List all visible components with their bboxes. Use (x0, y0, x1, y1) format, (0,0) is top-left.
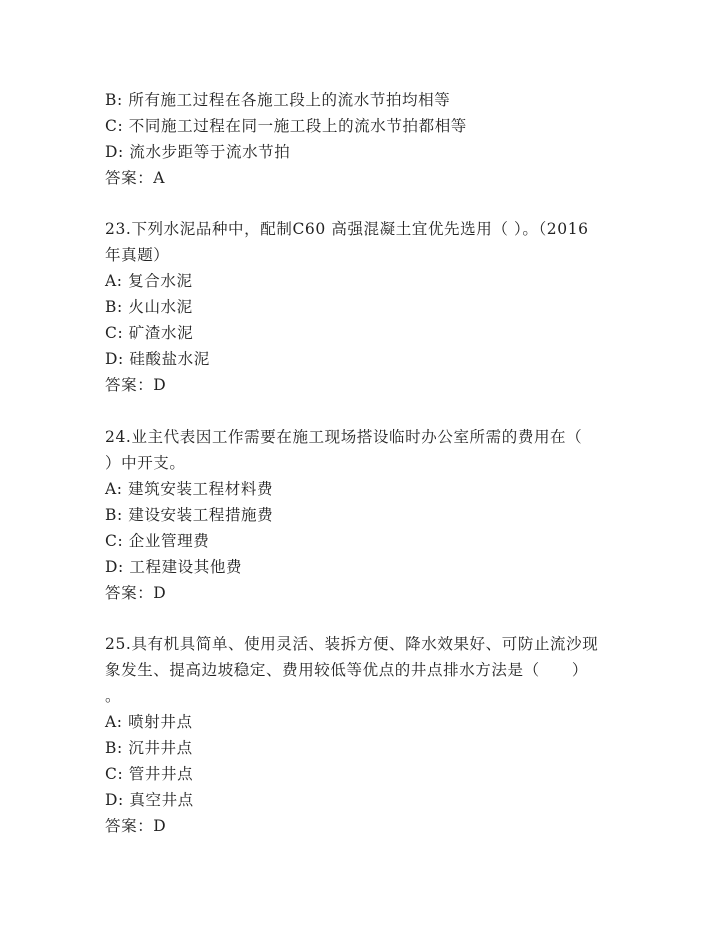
question-stem: 。 (105, 687, 122, 705)
option-b: B: 所有施工过程在各施工段上的流水节拍均相等 (105, 91, 451, 109)
option-b: B: 火山水泥 (105, 298, 193, 316)
question-stem: 年真题） (105, 246, 170, 264)
option-b: B: 沉井井点 (105, 739, 193, 757)
option-b: B: 建设安装工程措施费 (105, 506, 274, 524)
option-d: D: 真空井点 (105, 791, 194, 809)
question-stem: 23.下列水泥品种中，配制C60 高强混凝土宜优先选用（ ）。（2016 (105, 220, 589, 238)
answer: 答案：A (105, 169, 166, 187)
option-c: C: 管井井点 (105, 765, 194, 783)
question-stem: 象发生、提高边坡稳定、费用较低等优点的井点排水方法是（ ） (105, 661, 589, 679)
option-c: C: 矿渣水泥 (105, 324, 194, 342)
answer: 答案：D (105, 376, 167, 394)
option-c: C: 企业管理费 (105, 532, 210, 550)
option-d: D: 流水步距等于流水节拍 (105, 143, 291, 161)
answer: 答案：D (105, 817, 167, 835)
option-a: A: 喷射井点 (105, 713, 193, 731)
option-a: A: 复合水泥 (105, 272, 193, 290)
answer: 答案：D (105, 584, 167, 602)
option-a: A: 建筑安装工程材料费 (105, 480, 274, 498)
question-stem: ）中开支。 (105, 454, 186, 472)
option-d: D: 硅酸盐水泥 (105, 350, 210, 368)
question-stem: 25.具有机具简单、使用灵活、装拆方便、降水效果好、可防止流沙现 (105, 635, 599, 653)
question-stem: 24.业主代表因工作需要在施工现场搭设临时办公室所需的费用在（ (105, 428, 583, 446)
option-d: D: 工程建设其他费 (105, 558, 243, 576)
option-c: C: 不同施工过程在同一施工段上的流水节拍都相等 (105, 117, 467, 135)
